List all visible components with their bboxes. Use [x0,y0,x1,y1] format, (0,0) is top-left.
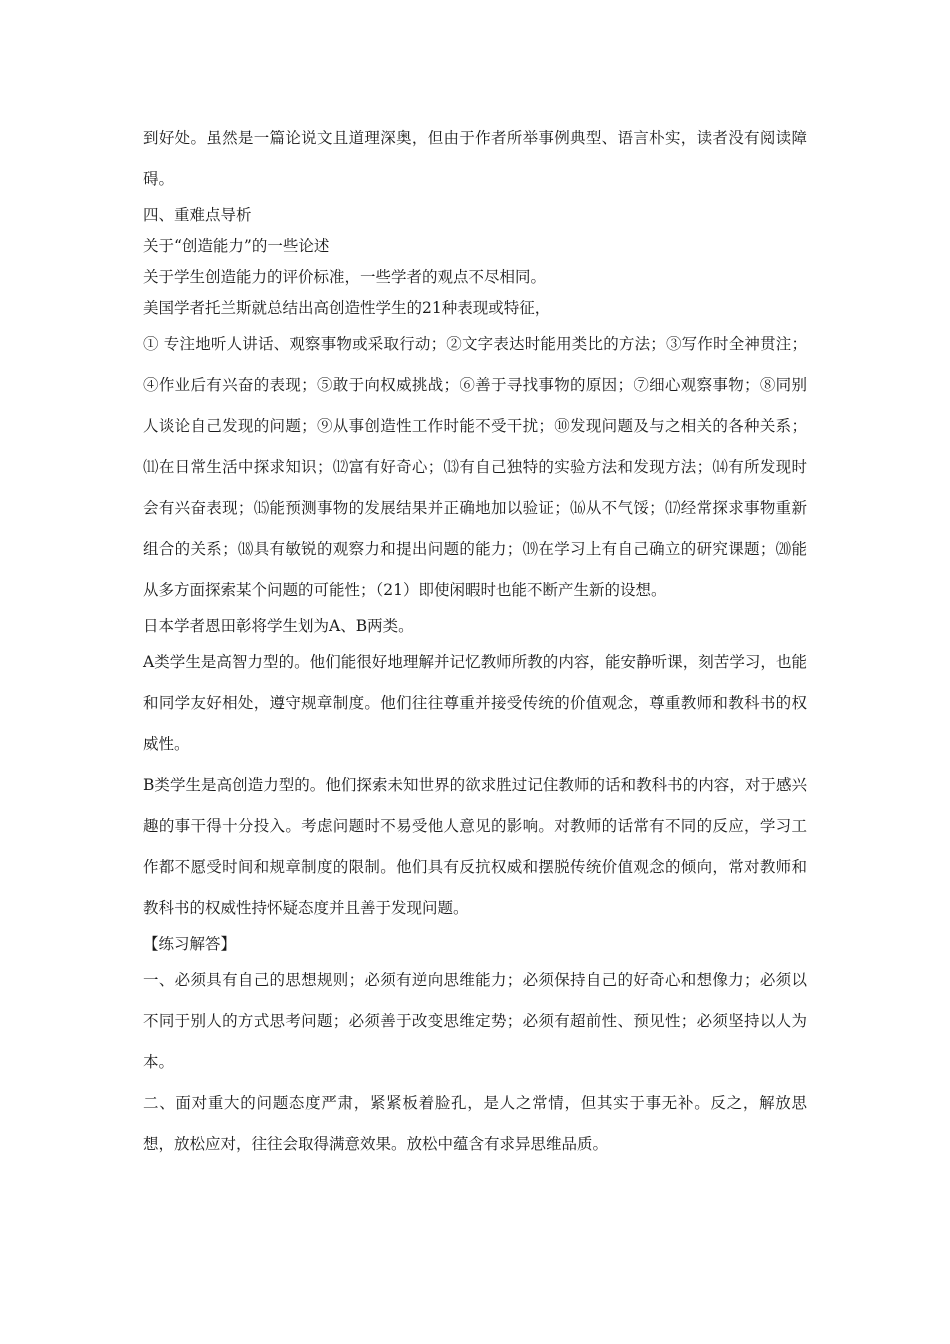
paragraph-torrance-intro: 美国学者托兰斯就总结出高创造性学生的21种表现或特征， [143,299,551,317]
document-page [143,118,807,1165]
paragraph-onda-intro: 日本学者恩田彰将学生划为A、B两类。 [143,617,414,635]
paragraph-continuation: 到好处。虽然是一篇论说文且道理深奥，但由于作者所举事例典型、语言朴实，读者没有阅读障碍。 [143,129,807,188]
subheading-creativity: 关于“创造能力”的一些论述 [143,237,330,255]
paragraph-type-b: B类学生是高创造力型的。他们探索未知世界的欲求胜过记住教师的话和教科书的内容，对于感兴趣的事干得十分投入。考虑问题时不易受他人意见的影响。对教师的话常有不同的反应，学习工作都不愿受时间和规章制度的限制。他们具有反抗权威和摆脱传统价值观念的倾向，常对教师和教科书的权威性持怀疑态度并且善于发现问题。 [143,776,807,917]
section-heading-exercise-answers: 【练习解答】 [143,935,237,953]
paragraph-type-a: A类学生是高智力型的。他们能很好地理解并记忆教师所教的内容，能安静听课，刻苦学习，也能和同学友好相处，遵守规章制度。他们往往尊重并接受传统的价值观念，尊重教师和教科书的权威性。 [143,653,807,753]
section-heading-key-points: 四、重难点导析 [143,206,252,224]
paragraph-torrance-list: ① 专注地听人讲话、观察事物或采取行动；②文字表达时能用类比的方法；③写作时全神贯注；④作业后有兴奋的表现；⑤敢于向权威挑战；⑥善于寻找事物的原因；⑦细心观察事物；⑧同别人谈论自己发现的问题；⑨从事创造性工作时能不受干扰；⑩发现问题及与之相关的各种关系；⑾在日常生活中探求知识；⑿富有好奇心；⒀有自己独特的实验方法和发现方法；⒁有所发现时会有兴奋表现；⒂能预测事物的发展结果并正确地加以验证；⒃从不气馁；⒄经常探求事物重新组合的关系；⒅具有敏锐的观察力和提出问题的能力；⒆在学习上有自己确立的研究课题；⒇能从多方面探索某个问题的可能性；（21）即使闲暇时也能不断产生新的设想。 [143,335,807,599]
paragraph-evaluation-standards: 关于学生创造能力的评价标准，一些学者的观点不尽相同。 [143,268,547,286]
paragraph-answer-two: 二、面对重大的问题态度严肃，紧紧板着脸孔，是人之常情，但其实于事无补。反之，解放思想，放松应对，往往会取得满意效果。放松中蕴含有求异思维品质。 [143,1094,807,1153]
paragraph-answer-one: 一、必须具有自己的思想规则；必须有逆向思维能力；必须保持自己的好奇心和想像力；必须以不同于别人的方式思考问题；必须善于改变思维定势；必须有超前性、预见性；必须坚持以人为本。 [143,971,807,1071]
